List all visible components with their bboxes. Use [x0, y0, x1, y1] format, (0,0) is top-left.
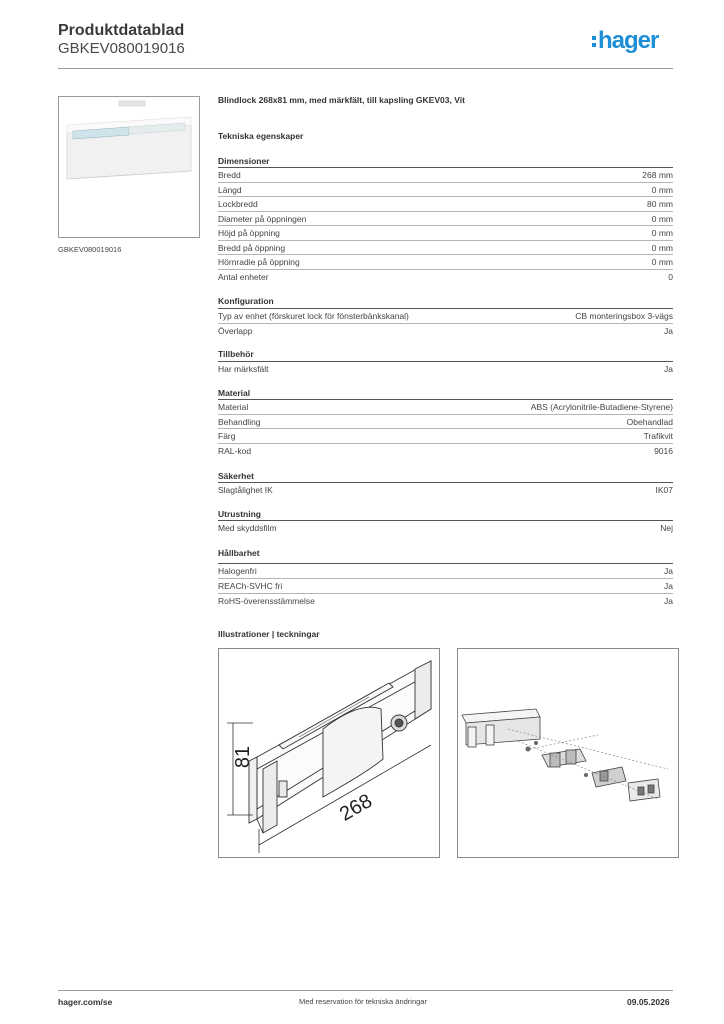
footer-divider — [58, 990, 673, 991]
height-dimension-label: 81 — [232, 745, 254, 769]
spec-value: Ja — [664, 596, 673, 606]
spec-row — [218, 414, 673, 429]
spec-key: Slagtålighet IK — [218, 485, 273, 495]
spec-key: REACh-SVHC fri — [218, 581, 283, 591]
spec-row — [218, 443, 673, 458]
spec-value: Ja — [664, 326, 673, 336]
spec-row — [218, 578, 673, 593]
section-title-material: Material — [218, 388, 251, 398]
spec-value: Nej — [660, 523, 673, 533]
spec-value: Trafikvit — [643, 431, 673, 441]
spec-key: Antal enheter — [218, 272, 269, 282]
spec-row — [218, 196, 673, 211]
footer-website: hager.com/se — [58, 997, 113, 1007]
spec-key: Hörnradie på öppning — [218, 257, 300, 267]
spec-row — [218, 482, 673, 497]
hager-logo — [592, 28, 658, 54]
spec-row — [218, 182, 673, 197]
product-description: Blindlock 268x81 mm, med märkfält, till kapsling GKEV03, Vit — [218, 95, 465, 105]
photo-caption: GBKEV080019016 — [58, 245, 122, 254]
spec-row — [218, 520, 673, 535]
spec-row — [218, 254, 673, 269]
assembly-drawing — [457, 648, 679, 858]
assembly-drawing-svg — [458, 649, 678, 857]
product-photo — [58, 96, 200, 238]
header-divider — [58, 68, 673, 69]
spec-row — [218, 428, 673, 443]
spec-row — [218, 211, 673, 226]
spec-key: Bredd på öppning — [218, 243, 286, 253]
spec-key: Färg — [218, 431, 236, 441]
spec-key: Behandling — [218, 417, 261, 427]
spec-key: Har märksfält — [218, 364, 269, 374]
spec-value: 0 mm — [651, 257, 673, 267]
section-title-utrustning: Utrustning — [218, 509, 261, 519]
spec-value: 0 mm — [651, 228, 673, 238]
section-title-dimensioner: Dimensioner — [218, 156, 270, 166]
dimension-drawing — [218, 648, 440, 858]
dimension-drawing-svg — [219, 649, 439, 857]
spec-key: Bredd — [218, 170, 241, 180]
spec-row — [218, 240, 673, 255]
blind-cover-image — [59, 97, 199, 237]
spec-key: RoHS-överensstämmelse — [218, 596, 315, 606]
spec-row — [218, 323, 673, 338]
spec-value: 0 mm — [651, 243, 673, 253]
section-title-tillbehor: Tillbehör — [218, 349, 254, 359]
spec-value: Obehandlad — [626, 417, 673, 427]
spec-value: Ja — [664, 364, 673, 374]
logo-dots-icon — [592, 36, 596, 47]
product-code: GBKEV080019016 — [58, 40, 185, 57]
illustrations-heading: Illustrationer | teckningar — [218, 629, 320, 639]
spec-key: Typ av enhet (förskuret lock för fönsterbänkskanal) — [218, 311, 409, 321]
spec-key: Höjd på öppning — [218, 228, 280, 238]
spec-value: Ja — [664, 566, 673, 576]
footer-date: 09.05.2026 — [627, 997, 670, 1007]
logo-text: hager — [598, 27, 659, 54]
spec-row — [218, 167, 673, 182]
spec-value: 9016 — [654, 446, 673, 456]
spec-value: CB monteringsbox 3-vägs — [575, 311, 673, 321]
technical-heading: Tekniska egenskaper — [218, 131, 304, 141]
spec-row — [218, 308, 673, 323]
spec-row — [218, 361, 673, 376]
spec-key: Med skyddsfilm — [218, 523, 277, 533]
document-title: Produktdatablad — [58, 22, 185, 39]
section-title-sakerhet: Säkerhet — [218, 471, 254, 481]
spec-value: IK07 — [655, 485, 673, 495]
spec-value: Ja — [664, 581, 673, 591]
spec-key: Material — [218, 402, 249, 412]
spec-key: Längd — [218, 185, 242, 195]
spec-value: 268 mm — [642, 170, 673, 180]
spec-value: 0 mm — [651, 214, 673, 224]
spec-value: 0 — [668, 272, 673, 282]
spec-row — [218, 399, 673, 414]
spec-value: 80 mm — [647, 199, 673, 209]
spec-key: Diameter på öppningen — [218, 214, 307, 224]
spec-row — [218, 593, 673, 608]
spec-key: Överlapp — [218, 326, 253, 336]
spec-row — [218, 269, 673, 284]
spec-key: Halogenfri — [218, 566, 257, 576]
spec-value: ABS (Acrylonitrile-Butadiene-Styrene) — [530, 402, 673, 412]
section-title-konfiguration: Konfiguration — [218, 296, 274, 306]
spec-value: 0 mm — [651, 185, 673, 195]
section-title-hallbarhet: Hållbarhet — [218, 548, 260, 558]
width-dimension-label: 268 — [336, 789, 376, 826]
spec-row — [218, 225, 673, 240]
footer-disclaimer: Med reservation för tekniska ändringar — [299, 997, 427, 1006]
spec-key: Lockbredd — [218, 199, 258, 209]
spec-key: RAL-kod — [218, 446, 252, 456]
spec-row — [218, 563, 673, 578]
